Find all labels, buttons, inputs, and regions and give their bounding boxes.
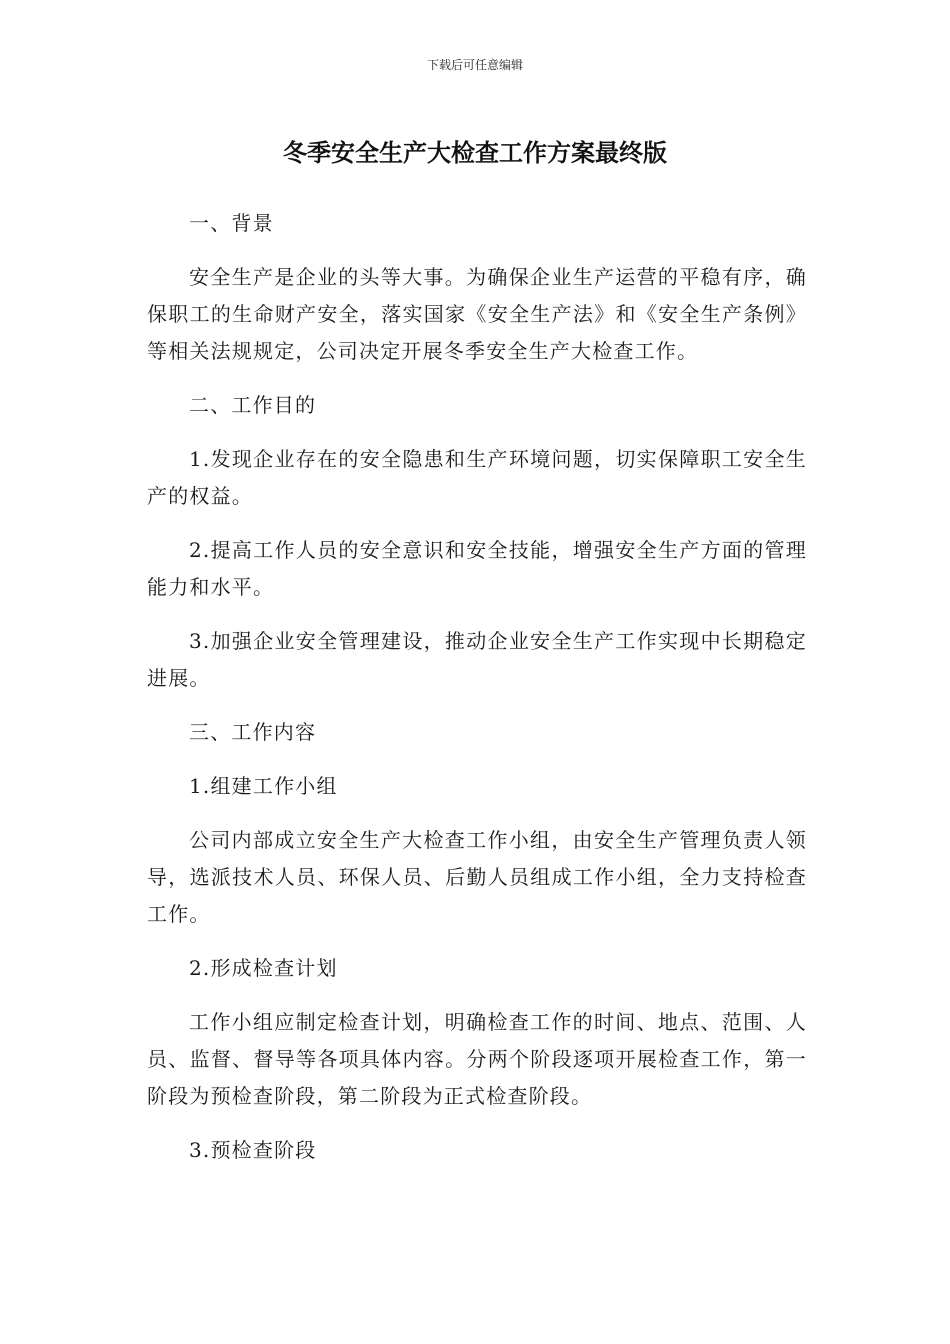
paragraph-form-team: 公司内部成立安全生产大检查工作小组，由安全生产管理负责人领导，选派技术人员、环保人员、后勤人员组成工作小组，全力支持检查工作。 xyxy=(147,828,807,926)
subheading-pre-inspection: 3.预检查阶段 xyxy=(189,1138,317,1162)
document-title: 冬季安全生产大检查工作方案最终版 xyxy=(283,139,667,167)
paragraph-background: 安全生产是企业的头等大事。为确保企业生产运营的平稳有序，确保职工的生命财产安全，落实国家《安全生产法》和《安全生产条例》等相关法规规定，公司决定开展冬季安全生产大检查工作。 xyxy=(147,265,807,363)
section-heading-content: 三、工作内容 xyxy=(189,720,317,744)
document-body xyxy=(147,205,807,1186)
section-heading-background: 一、背景 xyxy=(189,211,274,235)
section-heading-objectives: 二、工作目的 xyxy=(189,393,317,417)
subheading-form-team: 1.组建工作小组 xyxy=(189,774,338,798)
subheading-inspection-plan: 2.形成检查计划 xyxy=(189,956,338,980)
paragraph-inspection-plan: 工作小组应制定检查计划，明确检查工作的时间、地点、范围、人员、监督、督导等各项具体内容。分两个阶段逐项开展检查工作，第一阶段为预检查阶段，第二阶段为正式检查阶段。 xyxy=(147,1010,807,1108)
objective-item-3: 3.加强企业安全管理建设，推动企业安全生产工作实现中长期稳定进展。 xyxy=(147,629,807,690)
objective-item-1: 1.发现企业存在的安全隐患和生产环境问题，切实保障职工安全生产的权益。 xyxy=(147,447,807,508)
header-note: 下载后可任意编辑 xyxy=(426,58,523,72)
objective-item-2: 2.提高工作人员的安全意识和安全技能，增强安全生产方面的管理能力和水平。 xyxy=(147,538,807,599)
